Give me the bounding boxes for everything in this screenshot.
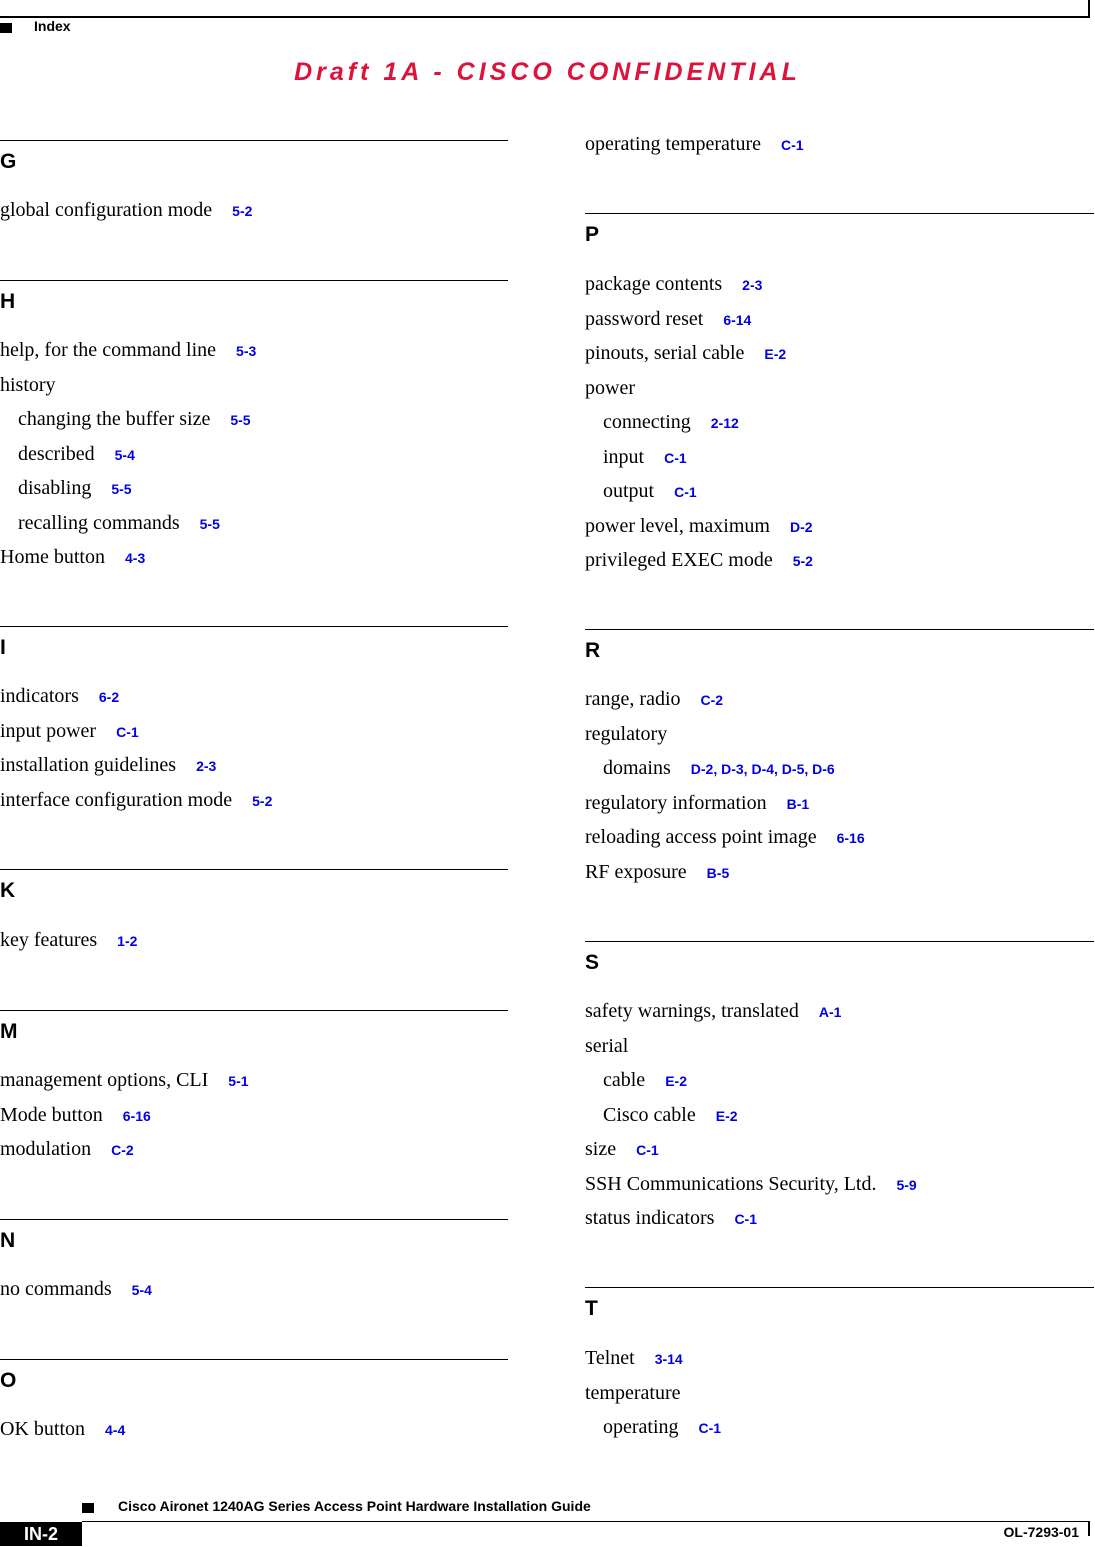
index-entry bbox=[0, 720, 139, 743]
index-subentry bbox=[585, 411, 739, 434]
section-letter-r: R bbox=[585, 639, 601, 662]
document-id: OL-7293-01 bbox=[1003, 1524, 1079, 1540]
section-rule-i bbox=[0, 626, 508, 627]
index-entry bbox=[0, 1104, 151, 1127]
index-entry bbox=[585, 515, 813, 538]
entry-term: power bbox=[585, 376, 635, 399]
section-letter-t: T bbox=[585, 1297, 598, 1320]
index-entry bbox=[585, 1207, 757, 1230]
section-letter-k: K bbox=[0, 879, 16, 902]
index-entry bbox=[585, 549, 813, 572]
section-letter-o: O bbox=[0, 1369, 17, 1392]
index-entry bbox=[0, 339, 256, 362]
entry-term: operating bbox=[603, 1416, 679, 1438]
index-entry bbox=[585, 826, 865, 849]
entry-term: input bbox=[603, 445, 645, 468]
section-rule-k bbox=[0, 869, 508, 870]
running-header: Index bbox=[34, 18, 71, 34]
page-reference-link[interactable]: D-2 bbox=[789, 518, 813, 535]
section-letter-g: G bbox=[0, 150, 17, 173]
entry-term: interface configuration mode bbox=[0, 788, 233, 811]
index-entry bbox=[585, 1035, 628, 1057]
entry-term: Home button bbox=[0, 546, 105, 568]
entry-term: domains bbox=[603, 757, 671, 779]
footer-marker bbox=[82, 1503, 94, 1513]
section-rule-h bbox=[0, 280, 508, 281]
entry-term: recalling commands bbox=[18, 511, 180, 534]
page-reference-link[interactable]: 5-2 bbox=[792, 553, 813, 569]
page-reference-link[interactable]: E-2 bbox=[665, 1073, 687, 1089]
page-reference-link[interactable]: 4-4 bbox=[105, 1422, 126, 1438]
index-entry bbox=[585, 1347, 683, 1370]
entry-term: management options, CLI bbox=[0, 1069, 209, 1091]
index-entry bbox=[585, 1382, 681, 1404]
index-entry bbox=[585, 688, 723, 711]
entry-term: no commands bbox=[0, 1278, 112, 1300]
entry-term: described bbox=[18, 442, 95, 465]
section-rule-g bbox=[0, 140, 508, 141]
index-subentry bbox=[0, 477, 132, 500]
index-entry bbox=[0, 1138, 134, 1161]
entry-term: password reset bbox=[585, 307, 704, 330]
index-subentry bbox=[0, 443, 135, 466]
entry-term: range, radio bbox=[585, 688, 681, 710]
index-entry bbox=[585, 133, 804, 156]
entry-term: privileged EXEC mode bbox=[585, 549, 773, 571]
entry-term: RF exposure bbox=[585, 860, 687, 883]
page-reference-link[interactable]: 5-5 bbox=[199, 515, 220, 532]
entry-term: SSH Communications Security, Ltd. bbox=[585, 1172, 877, 1195]
index-entry bbox=[0, 685, 119, 708]
index-entry bbox=[585, 792, 809, 815]
entry-term: changing the buffer size bbox=[18, 408, 211, 430]
index-entry bbox=[0, 546, 145, 569]
entry-term: status indicators bbox=[585, 1207, 715, 1229]
section-letter-m: M bbox=[0, 1020, 18, 1043]
entry-term: package contents bbox=[585, 273, 723, 295]
page-reference-link[interactable]: A-1 bbox=[818, 1004, 842, 1020]
index-subentry bbox=[585, 446, 687, 469]
section-rule-s bbox=[585, 941, 1094, 942]
index-entry bbox=[0, 199, 252, 222]
footer-title: Cisco Aironet 1240AG Series Access Point Hardware Installation Guide bbox=[118, 1498, 591, 1514]
entry-term: size bbox=[585, 1138, 617, 1160]
index-subentry bbox=[585, 480, 697, 503]
page-reference-link[interactable]: 6-16 bbox=[122, 1107, 151, 1124]
entry-term: Telnet bbox=[585, 1347, 635, 1369]
index-subentry bbox=[585, 1069, 687, 1092]
entry-term: OK button bbox=[0, 1418, 85, 1440]
page-number: IN-2 bbox=[0, 1522, 82, 1546]
entry-term: cable bbox=[603, 1069, 646, 1091]
index-entry bbox=[0, 374, 56, 396]
index-entry bbox=[585, 308, 751, 331]
page-reference-link[interactable]: 6-16 bbox=[836, 830, 865, 846]
index-entry bbox=[0, 929, 137, 952]
page-reference-link[interactable]: C-2 bbox=[700, 692, 724, 708]
page-reference-link[interactable]: C-1 bbox=[664, 449, 687, 466]
entry-term: regulatory bbox=[585, 722, 668, 745]
entry-term: disabling bbox=[18, 477, 92, 499]
entry-term: operating temperature bbox=[585, 133, 762, 155]
index-entry bbox=[585, 342, 786, 365]
header-rule bbox=[0, 16, 1090, 18]
page-reference-link[interactable]: E-2 bbox=[764, 346, 787, 362]
entry-term: Cisco cable bbox=[603, 1103, 696, 1126]
section-rule-n bbox=[0, 1219, 508, 1220]
entry-term: history bbox=[0, 373, 56, 396]
page-reference-link[interactable]: C-1 bbox=[698, 1420, 722, 1436]
page-reference-link[interactable]: D-2, D-3, D-4, D-5, D-6 bbox=[690, 761, 835, 777]
page-reference-link[interactable]: 6-2 bbox=[98, 689, 120, 705]
page-reference-link[interactable]: C-1 bbox=[781, 137, 804, 153]
entry-term: help, for the command line bbox=[0, 339, 217, 361]
entry-term: output bbox=[603, 480, 655, 502]
page-reference-link[interactable]: 4-3 bbox=[125, 550, 146, 566]
index-entry bbox=[585, 377, 635, 399]
index-subentry bbox=[585, 1104, 738, 1127]
page-reference-link[interactable]: B-5 bbox=[706, 864, 730, 881]
page-reference-link[interactable]: 2-3 bbox=[742, 277, 763, 293]
page-reference-link[interactable]: 5-5 bbox=[230, 412, 251, 428]
entry-term: global configuration mode bbox=[0, 199, 213, 221]
entry-term: serial bbox=[585, 1034, 629, 1057]
header-marker bbox=[0, 23, 12, 33]
page-reference-link[interactable]: C-1 bbox=[116, 723, 139, 740]
page-reference-link[interactable]: B-1 bbox=[786, 795, 810, 812]
index-subentry bbox=[0, 408, 251, 431]
entry-term: installation guidelines bbox=[0, 754, 177, 776]
page-reference-link[interactable]: 5-3 bbox=[236, 343, 257, 359]
section-letter-s: S bbox=[585, 951, 600, 974]
entry-term: temperature bbox=[585, 1381, 681, 1404]
index-entry bbox=[0, 1418, 125, 1441]
page-reference-link[interactable]: 5-9 bbox=[896, 1176, 917, 1193]
page-reference-link[interactable]: C-2 bbox=[111, 1142, 134, 1158]
index-subentry bbox=[585, 757, 835, 780]
entry-term: regulatory information bbox=[585, 791, 767, 814]
entry-term: indicators bbox=[0, 685, 79, 707]
page-reference-link[interactable]: 5-4 bbox=[131, 1282, 152, 1298]
index-entry bbox=[585, 1000, 841, 1023]
section-letter-n: N bbox=[0, 1229, 16, 1252]
page-reference-link[interactable]: 2-3 bbox=[196, 758, 217, 774]
entry-term: pinouts, serial cable bbox=[585, 342, 745, 364]
section-rule-p bbox=[585, 213, 1094, 214]
page-reference-link[interactable]: 1-2 bbox=[117, 933, 138, 949]
page-reference-link[interactable]: 2-12 bbox=[710, 415, 739, 431]
page-reference-link[interactable]: 5-2 bbox=[232, 203, 253, 219]
index-entry bbox=[585, 273, 762, 296]
entry-term: connecting bbox=[603, 411, 691, 433]
entry-term: safety warnings, translated bbox=[585, 1000, 799, 1022]
entry-term: reloading access point image bbox=[585, 826, 817, 848]
index-entry bbox=[585, 723, 667, 745]
section-letter-h: H bbox=[0, 290, 16, 313]
page-reference-link[interactable]: 3-14 bbox=[654, 1351, 683, 1367]
index-entry bbox=[585, 1173, 917, 1196]
footer-corner-tick bbox=[1088, 1522, 1090, 1536]
page-reference-link[interactable]: 5-4 bbox=[114, 446, 135, 463]
index-entry bbox=[585, 1138, 659, 1161]
section-rule-r bbox=[585, 629, 1094, 630]
page-reference-link[interactable]: C-1 bbox=[674, 484, 697, 500]
section-letter-p: P bbox=[585, 223, 600, 246]
section-letter-i: I bbox=[0, 636, 6, 659]
entry-term: input power bbox=[0, 719, 97, 742]
entry-term: Mode button bbox=[0, 1103, 103, 1126]
entry-term: power level, maximum bbox=[585, 514, 770, 537]
index-entry bbox=[585, 861, 729, 884]
page-reference-link[interactable]: 5-1 bbox=[228, 1073, 249, 1089]
section-rule-t bbox=[585, 1287, 1094, 1288]
index-subentry bbox=[0, 512, 220, 535]
page-reference-link[interactable]: 5-2 bbox=[252, 792, 273, 809]
page-reference-link[interactable]: C-1 bbox=[734, 1211, 757, 1227]
index-subentry bbox=[585, 1416, 721, 1439]
index-entry bbox=[0, 1278, 152, 1301]
page-reference-link[interactable]: E-2 bbox=[715, 1107, 738, 1124]
section-rule-m bbox=[0, 1010, 508, 1011]
index-entry bbox=[0, 1069, 249, 1092]
page-reference-link[interactable]: 5-5 bbox=[111, 481, 132, 497]
page-reference-link[interactable]: C-1 bbox=[636, 1142, 659, 1158]
page-reference-link[interactable]: 6-14 bbox=[723, 311, 752, 328]
index-entry bbox=[0, 754, 216, 777]
entry-term: key features bbox=[0, 929, 98, 951]
draft-banner: Draft 1A - CISCO CONFIDENTIAL bbox=[294, 58, 801, 86]
entry-term: modulation bbox=[0, 1138, 92, 1160]
section-rule-o bbox=[0, 1359, 508, 1360]
footer-rule bbox=[82, 1521, 1090, 1522]
index-entry bbox=[0, 789, 272, 812]
